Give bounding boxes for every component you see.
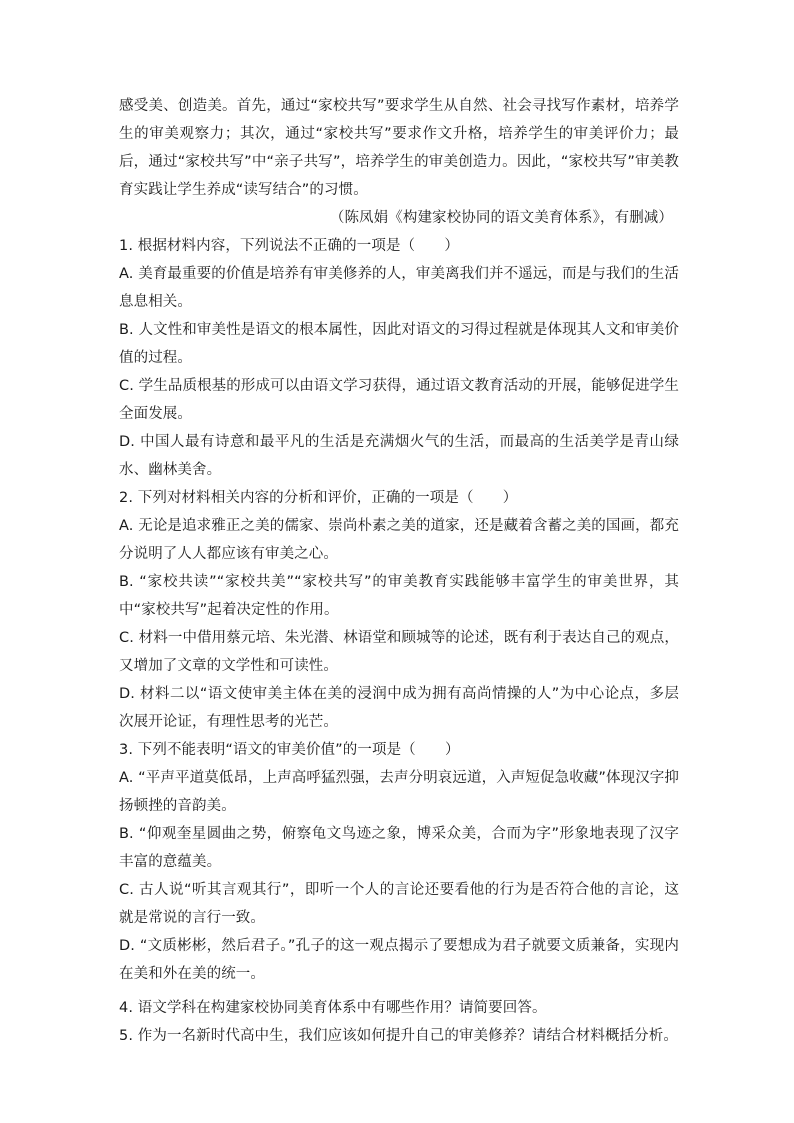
question-3 bbox=[119, 736, 679, 988]
option-b: B. “仰观奎星圆曲之势，俯察龟文鸟迹之象，博采众美，合而为字”形象地表现了汉字丰富的意蕴美。 bbox=[119, 826, 679, 870]
document-content bbox=[119, 92, 679, 1050]
option-d: D. 材料二以“语文使审美主体在美的浸润中成为拥有高尚情操的人”为中心论点，多层次展开论证，有理性思考的光芒。 bbox=[119, 686, 679, 730]
question-5: 5. 作为一名新时代高中生，我们应该如何提升自己的审美修养？请结合材料概括分析。 bbox=[119, 1028, 678, 1044]
question-stem: 2. 下列对材料相关内容的分析和评价，正确的一项是（ ） bbox=[119, 490, 518, 506]
question-stem: 1. 根据材料内容，下列说法不正确的一项是（ ） bbox=[119, 238, 459, 254]
option-d: D. 中国人最有诗意和最平凡的生活是充满烟火气的生活，而最高的生活美学是青山绿水、幽林美舍。 bbox=[119, 434, 679, 478]
passage-source: （陈凤娟《构建家校协同的语文美育体系》，有删减） bbox=[329, 210, 673, 226]
option-d: D. “文质彬彬，然后君子。”孔子的这一观点揭示了要想成为君子就要文质兼备，实现内在美和外在美的统一。 bbox=[119, 938, 679, 982]
option-a: A. 无论是追求雅正之美的儒家、崇尚朴素之美的道家，还是藏着含蓄之美的国画，都充分说明了人人都应该有审美之心。 bbox=[119, 518, 679, 562]
passage-paragraph: 感受美、创造美。首先，通过“家校共写”要求学生从自然、社会寻找写作素材，培养学生的审美观察力；其次，通过“家校共写”要求作文升格，培养学生的审美评价力；最后，通过“家校共写”中“亲子共写”，培养学生的审美创造力。因此，“家校共写”审美教育实践让学生养成“读写结合”的习惯。 bbox=[119, 98, 679, 198]
question-4: 4. 语文学科在构建家校协同美育体系中有哪些作用？请简要回答。 bbox=[119, 1000, 547, 1016]
option-c: C. 材料一中借用蔡元培、朱光潜、林语堂和顾城等的论述，既有利于表达自己的观点，又增加了文章的文学性和可读性。 bbox=[119, 630, 679, 674]
option-a: A. 美育最重要的价值是培养有审美修养的人，审美离我们并不遥远，而是与我们的生活息息相关。 bbox=[119, 266, 679, 310]
option-a: A. “平声平道莫低昂，上声高呼猛烈强，去声分明哀远道，入声短促急收藏”体现汉字抑扬顿挫的音韵美。 bbox=[119, 770, 680, 814]
option-c: C. 学生品质根基的形成可以由语文学习获得，通过语文教育活动的开展，能够促进学生全面发展。 bbox=[119, 378, 679, 422]
option-c: C. 古人说“听其言观其行”，即听一个人的言论还要看他的行为是否符合他的言论，这就是常说的言行一致。 bbox=[119, 882, 679, 926]
question-2 bbox=[119, 484, 679, 736]
option-b: B. 人文性和审美性是语文的根本属性，因此对语文的习得过程就是体现其人文和审美价值的过程。 bbox=[119, 322, 679, 366]
question-1 bbox=[119, 232, 679, 484]
question-stem: 3. 下列不能表明“语文的审美价值”的一项是（ ） bbox=[119, 742, 460, 758]
option-b: B. “家校共读”“家校共美”“家校共写”的审美教育实践能够丰富学生的审美世界，其中“家校共写”起着决定性的作用。 bbox=[119, 574, 679, 618]
